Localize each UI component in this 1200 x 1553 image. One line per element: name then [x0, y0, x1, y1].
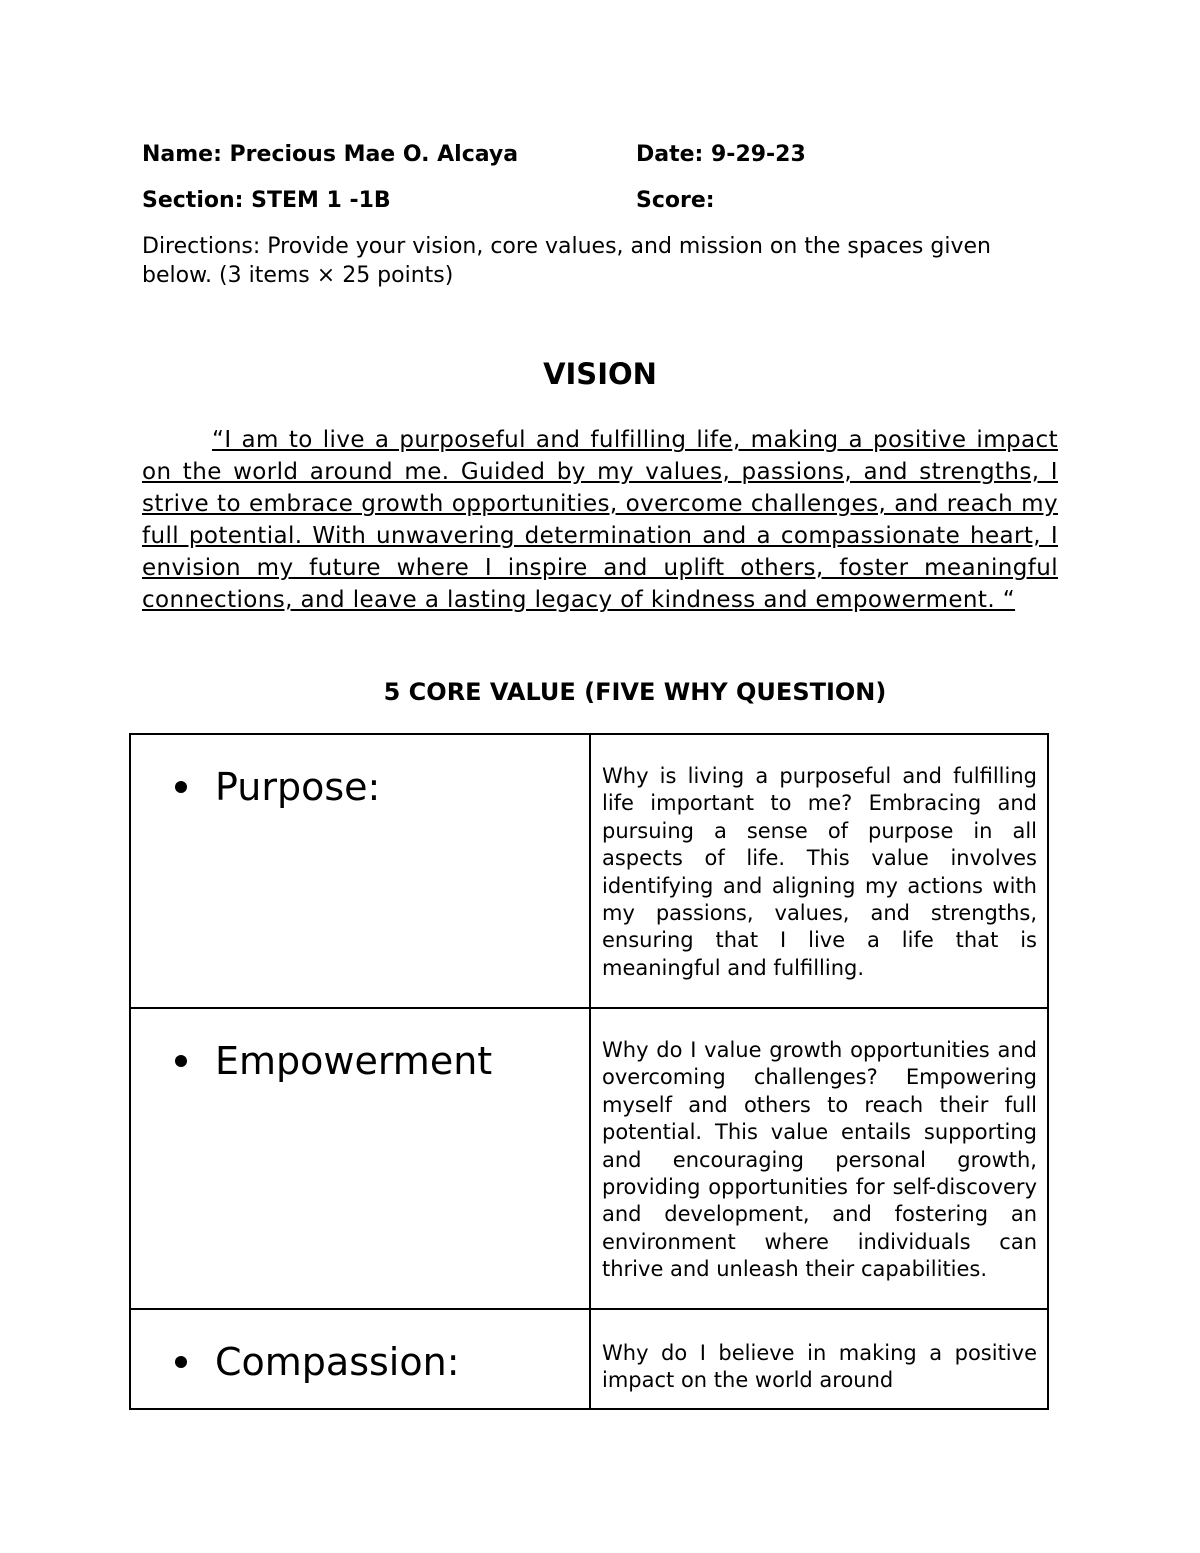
core-values-table: [129, 733, 1049, 1410]
student-name: Name: Precious Mae O. Alcaya: [142, 142, 519, 167]
directions-text: Directions: Provide your vision, core values, and mission on the spaces given below. (3 items × 25 points): [142, 234, 991, 288]
why-cell: [590, 1309, 1048, 1409]
score-field: Score:: [636, 188, 715, 213]
date-field: Date: 9-29-23: [636, 142, 806, 167]
bullet-icon: [175, 1055, 187, 1067]
vision-heading: VISION: [543, 357, 657, 391]
why-cell: [590, 734, 1048, 1008]
value-name: Compassion:: [215, 1340, 460, 1384]
table-row: [130, 734, 1048, 1008]
value-label: [131, 735, 589, 811]
value-name: Empowerment: [215, 1039, 493, 1083]
value-label: [131, 1310, 589, 1386]
value-name: Purpose:: [215, 765, 381, 809]
core-values-heading: 5 CORE VALUE (FIVE WHY QUESTION): [383, 678, 887, 706]
why-text: Why do I believe in making a positive impact on the world around: [602, 1341, 1037, 1393]
value-label: [131, 1009, 589, 1085]
why-text: Why is living a purposeful and fulfilling life important to me? Embracing and pursuing a sense of purpose in all aspects of life. This value involves identifying and aligning my actions with my passions, values, and strengths, ensuring that I live a life that is meaningful and fulfilling.: [602, 764, 1037, 980]
why-cell: [590, 1008, 1048, 1309]
vision-statement: “I am to live a purposeful and fulfilling life, making a positive impact on the world around me. Guided by my values, passions, and strengths, I strive to embrace growth opportunities, overcome challenges, and reach my full potential. With unwavering determination and a compassionate heart, I envision my future where I inspire and uplift others, foster meaningful connections, and leave a lasting legacy of kindness and empowerment. “: [142, 427, 1058, 613]
value-cell: [130, 1309, 590, 1409]
table-row: [130, 1309, 1048, 1409]
section-field: Section: STEM 1 -1B: [142, 188, 391, 213]
bullet-icon: [175, 1356, 187, 1368]
value-cell: [130, 1008, 590, 1309]
table-row: [130, 1008, 1048, 1309]
header-row-section-score: [142, 187, 715, 215]
why-text: Why do I value growth opportunities and overcoming challenges? Empowering myself and others to reach their full potential. This value entails supporting and encouraging personal growth, providing opportunities for self-discovery and development, and fostering an environment where individuals can thrive and unleash their capabilities.: [602, 1038, 1037, 1282]
header-row-name-date: [142, 141, 806, 169]
value-cell: [130, 734, 590, 1008]
bullet-icon: [175, 781, 187, 793]
